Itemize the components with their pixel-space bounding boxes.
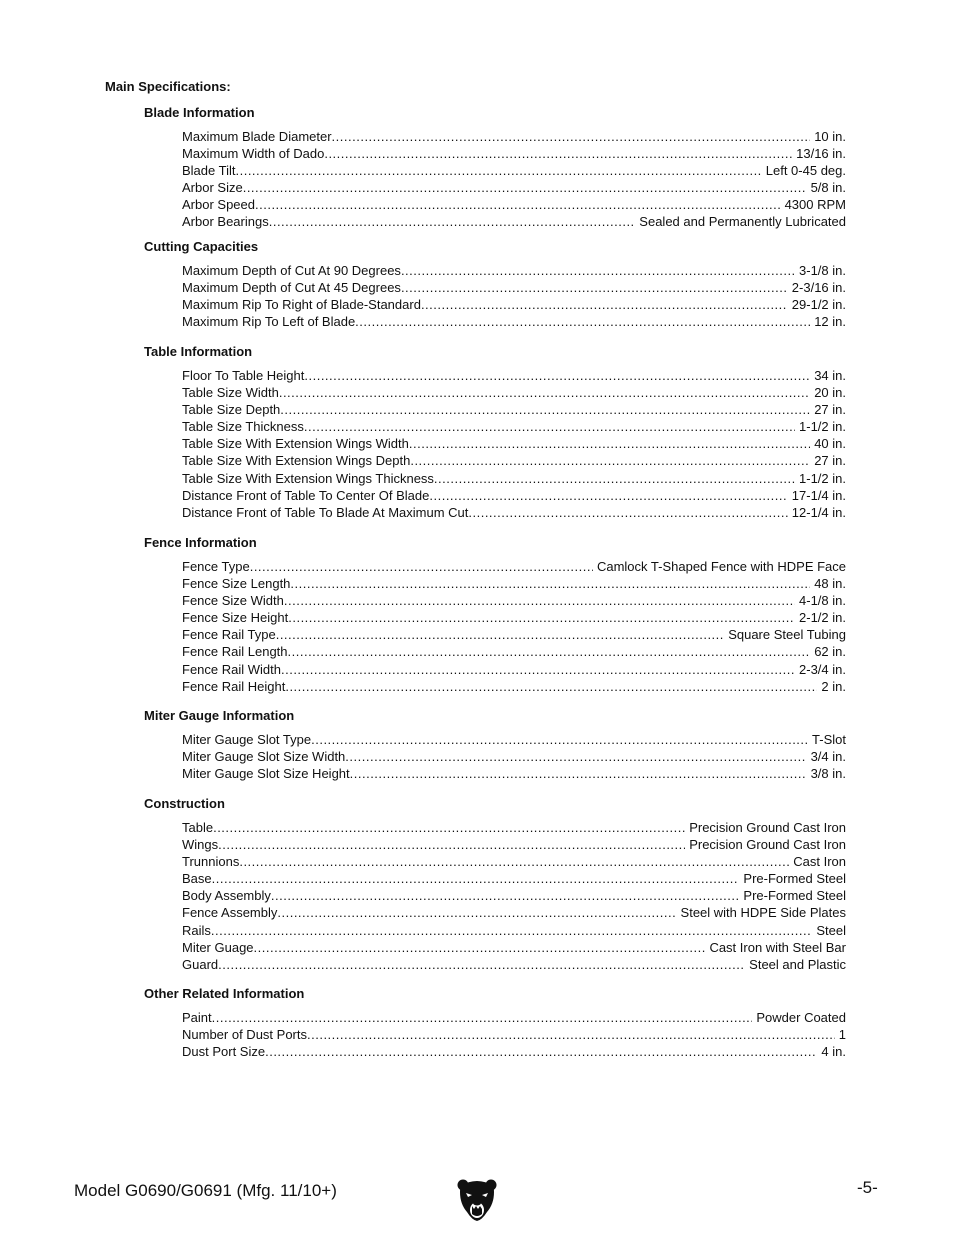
spec-label: Distance Front of Table To Center Of Blade [182, 487, 430, 503]
spec-label: Table Size With Extension Wings Depth [182, 453, 411, 469]
bear-head-logo-icon [456, 1176, 498, 1222]
dot-leader [421, 296, 788, 313]
spec-section [144, 104, 846, 231]
dot-leader [212, 870, 740, 887]
spec-label: Floor To Table Height [182, 368, 305, 383]
spec-value: Precision Ground Cast Iron [689, 837, 846, 853]
spec-label: Table Size Thickness [182, 419, 304, 435]
spec-row [182, 956, 846, 973]
spec-value: 10 in. [814, 129, 846, 144]
spec-row [182, 661, 846, 678]
spec-row [182, 1009, 846, 1026]
spec-label: Maximum Rip To Left of Blade [182, 314, 356, 330]
dot-leader [250, 558, 593, 575]
spec-label: Table [182, 820, 214, 835]
dot-leader [304, 367, 810, 384]
spec-value: Steel [816, 922, 846, 938]
spec-label: Miter Gauge Slot Type [182, 732, 312, 747]
spec-rows [182, 558, 846, 695]
section-title: Construction [144, 796, 225, 811]
dot-leader [468, 504, 787, 521]
section-title: Miter Gauge Information [144, 708, 295, 723]
dot-leader [401, 262, 795, 279]
spec-row [182, 452, 846, 469]
spec-value: 12-1/4 in. [791, 504, 846, 520]
spec-label: Maximum Width of Dado [182, 146, 325, 162]
dot-leader [235, 162, 761, 179]
spec-rows [182, 1009, 846, 1060]
section-title: Cutting Capacities [144, 239, 259, 254]
spec-row [182, 162, 846, 179]
spec-label: Miter Gauge Slot Size Height [182, 766, 350, 782]
spec-row [182, 678, 846, 695]
section-title: Other Related Information [144, 986, 305, 1001]
spec-label: Number of Dust Ports [182, 1027, 307, 1043]
spec-row [182, 939, 846, 956]
spec-value: Cast Iron [793, 854, 846, 870]
spec-value: 17-1/4 in. [791, 487, 846, 503]
spec-label: Fence Assembly [182, 905, 278, 921]
spec-row [182, 887, 846, 904]
spec-row [182, 296, 846, 313]
spec-value: 13/16 in. [796, 146, 846, 162]
main-specifications-title: Main Specifications: [105, 79, 231, 94]
dot-leader [243, 179, 807, 196]
spec-label: Fence Rail Length [182, 644, 288, 660]
spec-value: 1-1/2 in. [799, 419, 846, 435]
spec-value: Cast Iron with Steel Bar [709, 939, 846, 955]
spec-label: Table Size Width [182, 385, 279, 401]
dot-leader [285, 678, 817, 695]
spec-label: Arbor Size [182, 180, 243, 196]
spec-row [182, 418, 846, 435]
spec-row [182, 819, 846, 836]
dot-leader [434, 470, 795, 487]
dot-leader [290, 575, 810, 592]
spec-section [144, 534, 846, 695]
spec-row [182, 626, 846, 643]
dot-leader [271, 887, 740, 904]
dot-leader [279, 384, 810, 401]
spec-label: Fence Size Height [182, 610, 289, 626]
spec-label: Table Size With Extension Wings Width [182, 436, 409, 452]
spec-value: Left 0-45 deg. [765, 163, 846, 179]
spec-rows [182, 128, 846, 231]
dot-leader [288, 643, 811, 660]
spec-value: 3/8 in. [810, 766, 846, 782]
spec-row [182, 128, 846, 145]
spec-row [182, 279, 846, 296]
dot-leader [276, 626, 724, 643]
spec-value: 4-1/8 in. [799, 593, 846, 609]
spec-label: Fence Size Width [182, 593, 284, 609]
spec-label: Arbor Speed [182, 197, 255, 213]
spec-row [182, 731, 846, 748]
spec-row [182, 196, 846, 213]
dot-leader [254, 939, 706, 956]
dot-leader [265, 1043, 817, 1060]
spec-row [182, 262, 846, 279]
spec-value: Steel and Plastic [749, 956, 846, 972]
spec-value: 48 in. [814, 576, 846, 592]
spec-value: 2 in. [821, 678, 846, 694]
spec-row [182, 836, 846, 853]
spec-row [182, 213, 846, 230]
spec-value: 1 [838, 1027, 846, 1043]
spec-row [182, 853, 846, 870]
spec-value: T-Slot [812, 732, 846, 747]
spec-row [182, 643, 846, 660]
dot-leader [213, 819, 685, 836]
spec-value: Precision Ground Cast Iron [689, 820, 846, 835]
dot-leader [288, 609, 795, 626]
spec-value: 29-1/2 in. [791, 297, 846, 313]
spec-section [144, 795, 846, 973]
spec-section [144, 238, 846, 330]
spec-section [144, 985, 846, 1060]
spec-label: Wings [182, 837, 219, 853]
dot-leader [281, 661, 795, 678]
spec-section [144, 707, 846, 782]
footer-model-text: Model G0690/G0691 (Mfg. 11/10+) [74, 1181, 337, 1200]
spec-label: Fence Rail Height [182, 678, 286, 694]
spec-label: Paint [182, 1010, 212, 1025]
spec-value: Sealed and Permanently Lubricated [639, 214, 846, 230]
spec-value: 12 in. [814, 314, 846, 330]
spec-label: Arbor Bearings [182, 214, 269, 230]
dot-leader [345, 748, 806, 765]
dot-leader [311, 731, 808, 748]
spec-label: Body Assembly [182, 888, 271, 904]
spec-value: 40 in. [814, 436, 846, 452]
spec-value: 2-3/16 in. [791, 280, 846, 296]
spec-row [182, 870, 846, 887]
spec-value: 2-3/4 in. [799, 661, 846, 677]
dot-leader [307, 1026, 835, 1043]
spec-label: Fence Type [182, 559, 250, 574]
spec-value: Pre-Formed Steel [743, 871, 846, 887]
dot-leader [304, 418, 795, 435]
spec-row [182, 179, 846, 196]
dot-leader [409, 435, 810, 452]
dot-leader [255, 196, 781, 213]
dot-leader [284, 592, 795, 609]
spec-row [182, 504, 846, 521]
spec-value: 4300 RPM [784, 197, 846, 213]
spec-label: Table Size Depth [182, 402, 281, 418]
spec-row [182, 401, 846, 418]
section-title: Fence Information [144, 535, 257, 550]
spec-value: 34 in. [814, 368, 846, 383]
spec-row [182, 904, 846, 921]
spec-row [182, 145, 846, 162]
spec-label: Maximum Depth of Cut At 90 Degrees [182, 263, 401, 278]
spec-label: Blade Tilt [182, 163, 236, 179]
spec-label: Dust Port Size [182, 1044, 266, 1060]
spec-label: Trunnions [182, 854, 240, 870]
dot-leader [239, 853, 789, 870]
spec-row [182, 1043, 846, 1060]
spec-value: 1-1/2 in. [799, 470, 846, 486]
dot-leader [410, 452, 810, 469]
spec-label: Miter Gauge Slot Size Width [182, 749, 346, 765]
spec-value: Powder Coated [756, 1010, 846, 1025]
dot-leader [218, 956, 745, 973]
spec-row [182, 575, 846, 592]
dot-leader [350, 765, 807, 782]
spec-value: Pre-Formed Steel [743, 888, 846, 904]
spec-row [182, 765, 846, 782]
dot-leader [218, 836, 685, 853]
dot-leader [211, 922, 812, 939]
dot-leader [277, 904, 676, 921]
spec-value: 2-1/2 in. [799, 610, 846, 626]
spec-row [182, 592, 846, 609]
spec-label: Rails [182, 922, 211, 938]
spec-value: 3/4 in. [810, 749, 846, 765]
spec-label: Table Size With Extension Wings Thickness [182, 470, 434, 486]
spec-label: Maximum Rip To Right of Blade-Standard [182, 297, 421, 313]
spec-value: Square Steel Tubing [728, 627, 846, 643]
spec-value: 5/8 in. [810, 180, 846, 196]
spec-row [182, 367, 846, 384]
spec-value: 3-1/8 in. [799, 263, 846, 278]
spec-label: Miter Guage [182, 939, 254, 955]
spec-rows [182, 262, 846, 330]
spec-row [182, 313, 846, 330]
dot-leader [355, 313, 810, 330]
spec-row [182, 487, 846, 504]
dot-leader [269, 213, 636, 230]
dot-leader [324, 145, 792, 162]
section-title: Blade Information [144, 105, 255, 120]
spec-value: 27 in. [814, 453, 846, 469]
spec-section [144, 343, 846, 521]
spec-row [182, 435, 846, 452]
dot-leader [401, 279, 788, 296]
spec-label: Distance Front of Table To Blade At Maximum Cut [182, 504, 469, 520]
spec-row [182, 384, 846, 401]
spec-label: Guard [182, 956, 219, 972]
spec-row [182, 470, 846, 487]
spec-row [182, 1026, 846, 1043]
spec-value: 20 in. [814, 385, 846, 401]
spec-row [182, 609, 846, 626]
page-number: -5- [857, 1178, 878, 1197]
spec-label: Fence Rail Width [182, 661, 281, 677]
spec-value: 27 in. [814, 402, 846, 418]
dot-leader [429, 487, 787, 504]
spec-label: Maximum Blade Diameter [182, 129, 332, 144]
spec-value: 4 in. [821, 1044, 846, 1060]
spec-row [182, 558, 846, 575]
spec-rows [182, 731, 846, 782]
spec-value: Camlock T-Shaped Fence with HDPE Face [596, 559, 846, 574]
dot-leader [280, 401, 810, 418]
dot-leader [332, 128, 811, 145]
spec-label: Base [182, 871, 212, 887]
section-title: Table Information [144, 344, 253, 359]
spec-label: Maximum Depth of Cut At 45 Degrees [182, 280, 401, 296]
spec-row [182, 922, 846, 939]
spec-rows [182, 819, 846, 973]
spec-row [182, 748, 846, 765]
spec-value: Steel with HDPE Side Plates [680, 905, 846, 921]
dot-leader [212, 1009, 753, 1026]
spec-value: 62 in. [814, 644, 846, 660]
spec-label: Fence Rail Type [182, 627, 276, 643]
spec-label: Fence Size Length [182, 576, 291, 592]
spec-rows [182, 367, 846, 521]
